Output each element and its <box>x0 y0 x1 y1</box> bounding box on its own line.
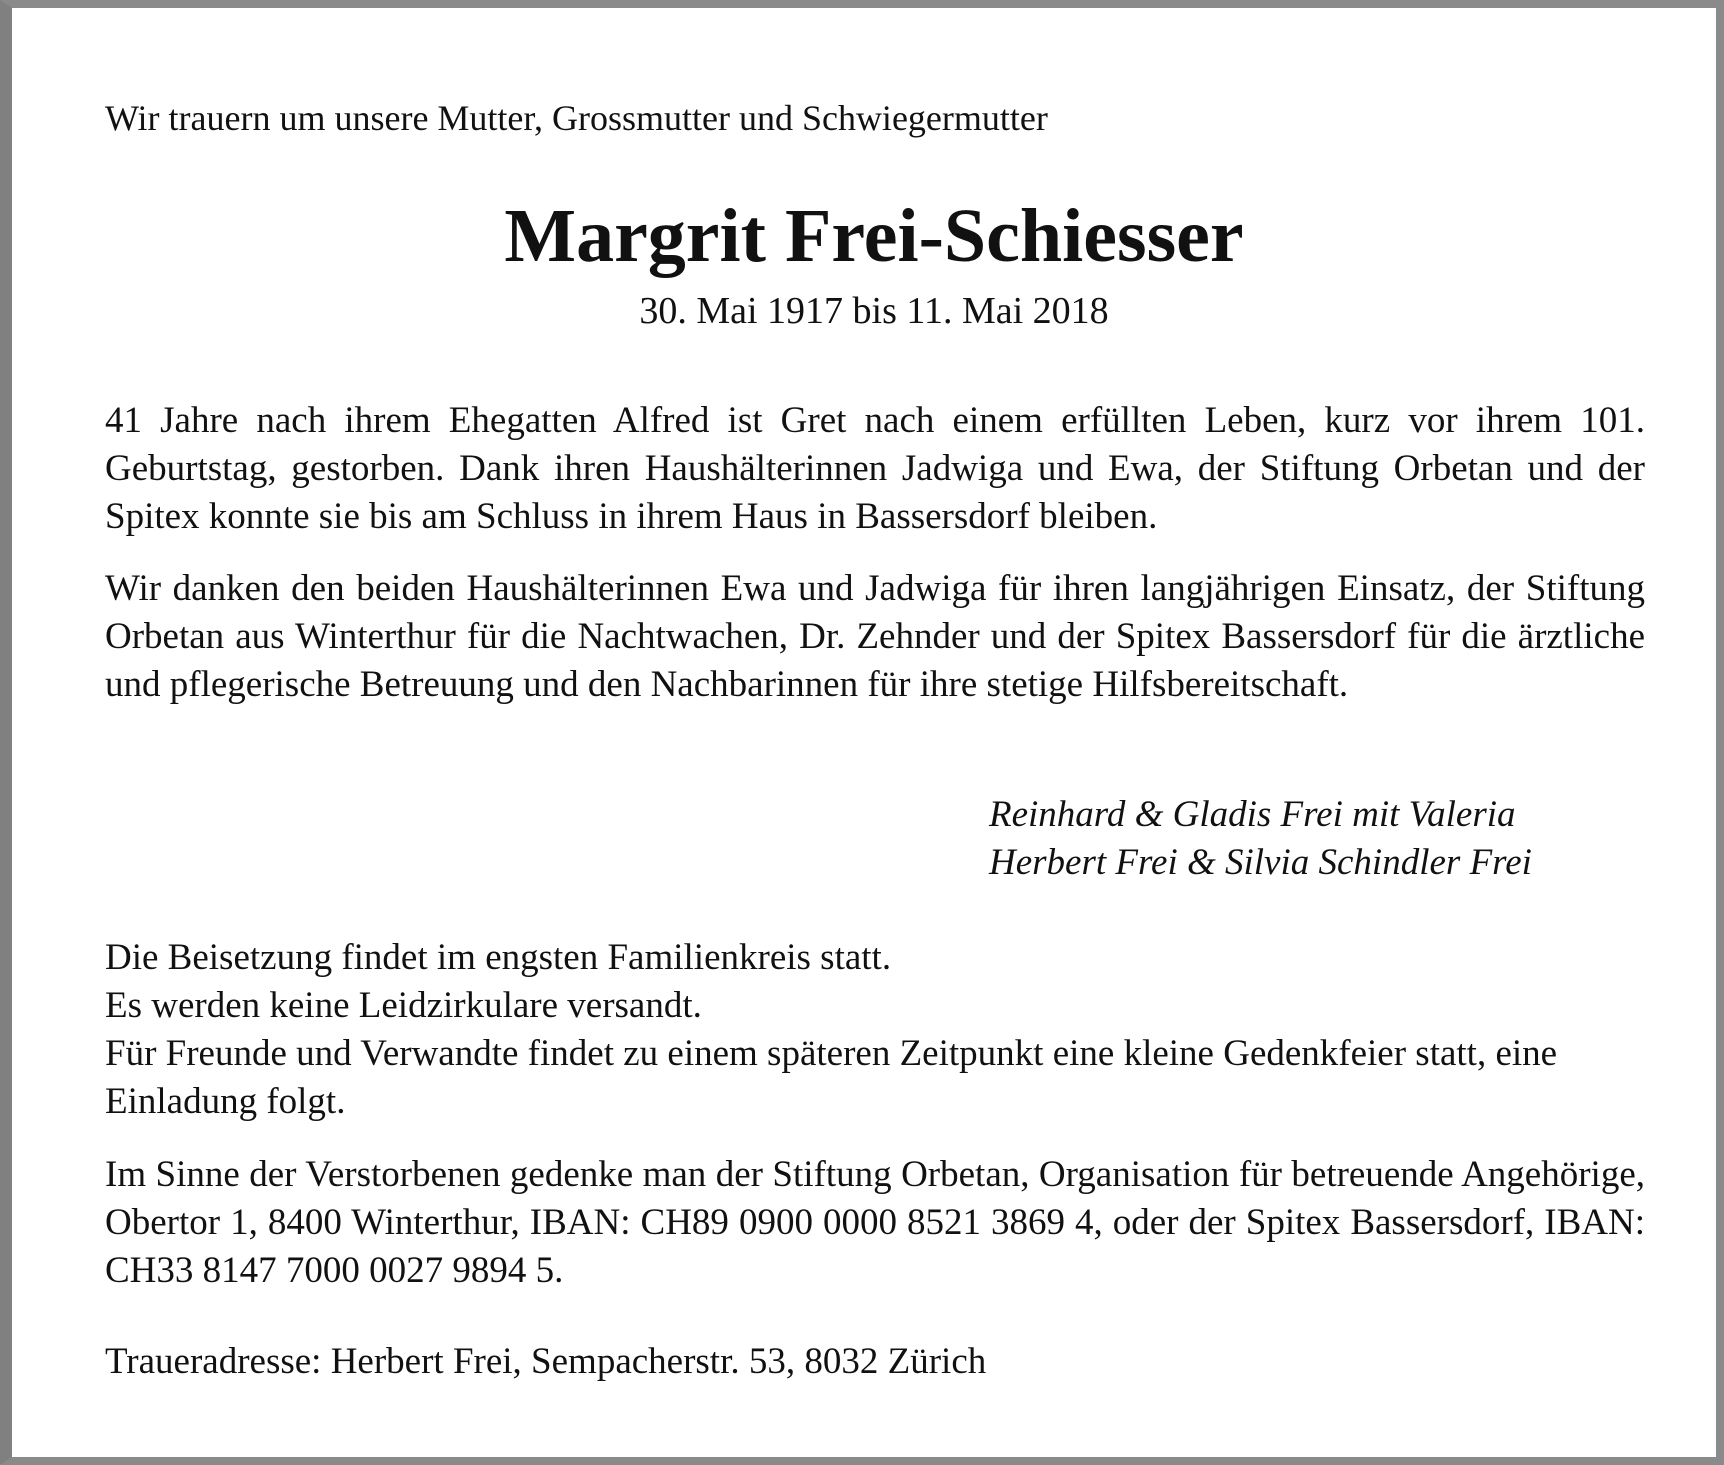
signer-line: Herbert Frei & Silvia Schindler Frei <box>989 842 1532 883</box>
intro-text: Wir trauern um unsere Mutter, Grossmutter und Schwiegermutter <box>105 98 1048 138</box>
mourning-address: Traueradresse: Herbert Frei, Sempacherstr. 53, 8032 Zürich <box>105 1341 987 1382</box>
funeral-notice <box>105 934 1645 1126</box>
notice-line: Für Freunde und Verwandte findet zu einem späteren Zeitpunkt eine kleine Gedenkfeier statt, eine Einladung folgt. <box>105 1033 1558 1122</box>
paragraph-life: 41 Jahre nach ihrem Ehegatten Alfred ist Gret nach einem erfüllten Leben, kurz vor ihrem 101. Geburtstag, gestorben. Dank ihren Haushälterinnen Jadwiga und Ewa, der Stiftung Orbetan und der Spitex konnte sie bis am Schluss in ihrem Haus in Bassersdorf bleiben. <box>105 400 1645 537</box>
signers-block <box>989 791 1532 887</box>
donation-paragraph: Im Sinne der Verstorbenen gedenke man der Stiftung Orbetan, Organisation für betreuende Angehörige, Obertor 1, 8400 Winterthur, IBAN: CH89 0900 0000 8521 3869 4, oder der Spitex Bassersdorf, IBAN: CH33 8147 7000 0027 9894 5. <box>105 1154 1645 1291</box>
signer-line: Reinhard & Gladis Frei mit Valeria <box>989 794 1516 835</box>
notice-line: Es werden keine Leidzirkulare versandt. <box>105 985 702 1026</box>
notice-line: Die Beisetzung findet im engsten Familienkreis statt. <box>105 937 892 978</box>
paragraph-thanks: Wir danken den beiden Haushälterinnen Ewa und Jadwiga für ihren langjährigen Einsatz, der Stiftung Orbetan aus Winterthur für die Nachtwachen, Dr. Zehnder und der Spitex Bassersdorf für die ärztliche und pflegerische Betreuung und den Nachbarinnen für ihre stetige Hilfsbereitschaft. <box>105 568 1645 705</box>
life-dates: 30. Mai 1917 bis 11. Mai 2018 <box>639 290 1109 332</box>
deceased-name: Margrit Frei-Schiesser <box>504 194 1244 278</box>
